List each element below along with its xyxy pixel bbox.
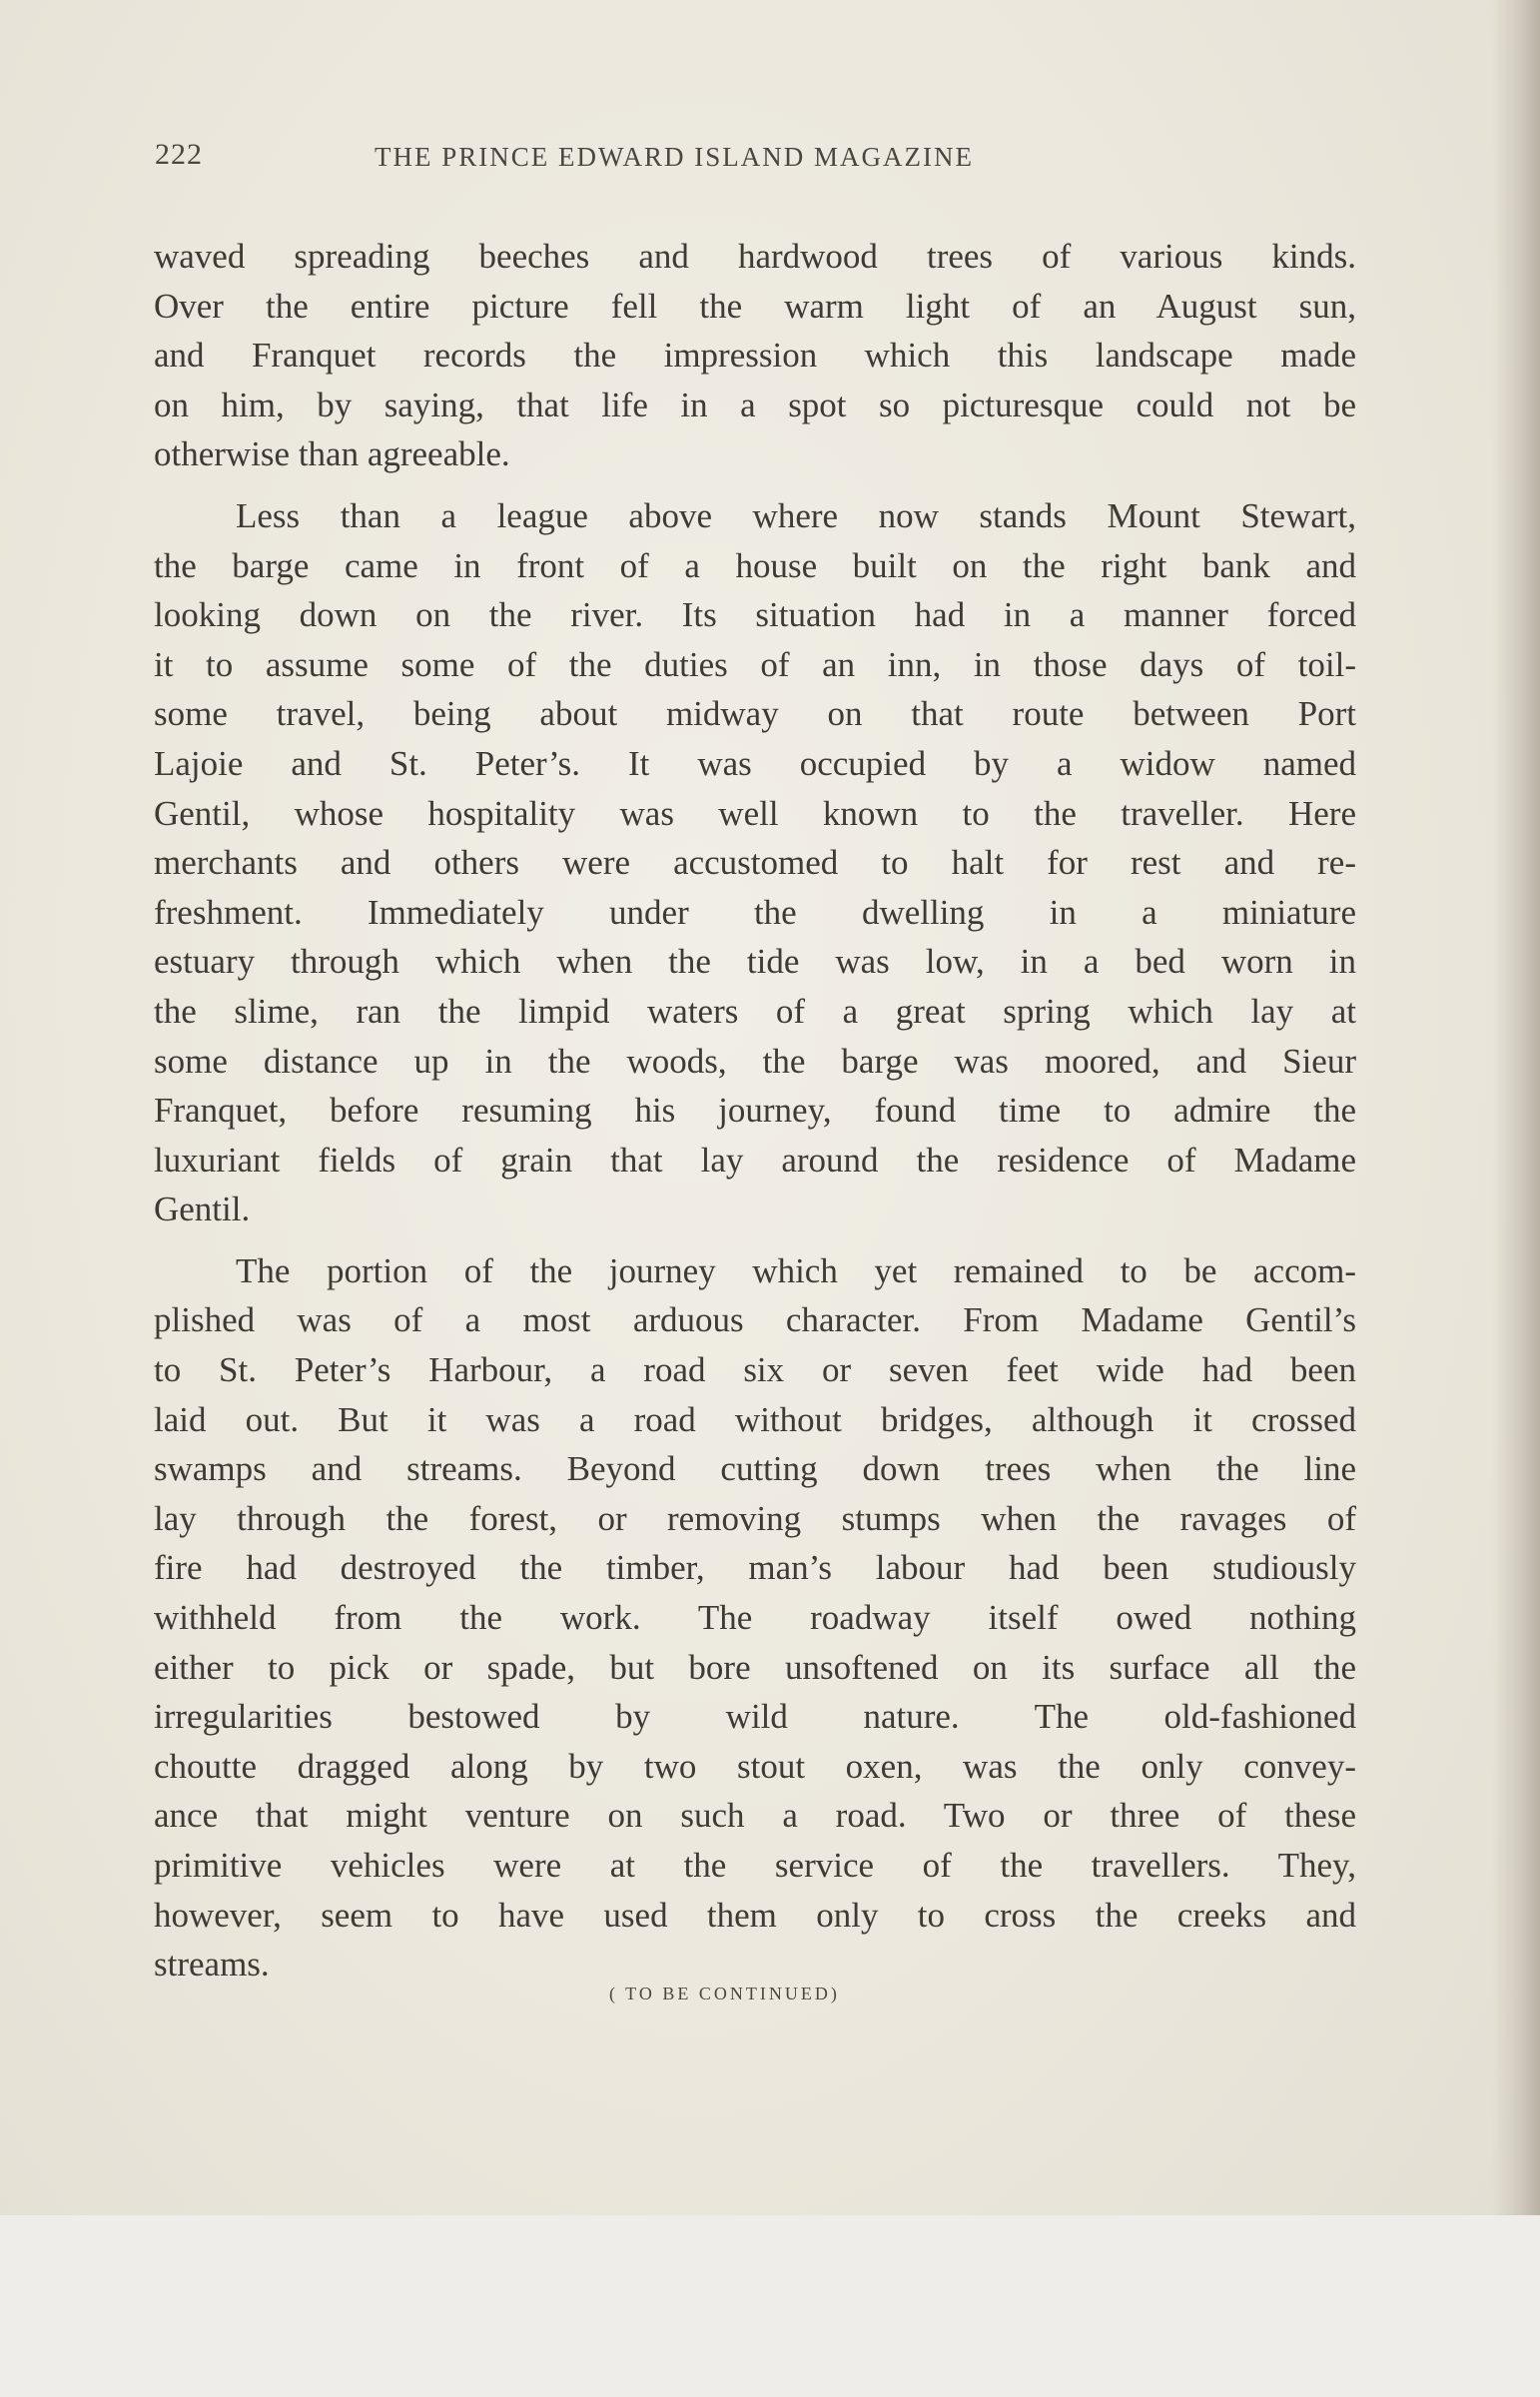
paragraph-2 [154,491,1356,1234]
text-line: estuary through which when the tide was low, in a bed worn in [154,942,1356,982]
running-head: THE PRINCE EDWARD ISLAND MAGAZINE [375,142,974,172]
text-line: irregularities bestowed by wild nature. The old-fashioned [154,1697,1356,1737]
text-line: and Franquet records the impression which this landscape made [154,336,1356,376]
continued-note: ( TO BE CONTINUED) [609,1984,840,2003]
text-line: ance that might venture on such a road. Two or three of these [154,1796,1356,1836]
text-line: Over the entire picture fell the warm light of an August sun, [154,286,1356,326]
text-line: Gentil, whose hospitality was well known to the traveller. Here [154,793,1356,833]
article-body [154,232,1356,2001]
text-line: The portion of the journey which yet remained to be accom- [236,1250,1356,1290]
text-line: looking down on the river. Its situation had in a manner forced [154,595,1356,635]
text-line: it to assume some of the duties of an inn, in those days of toil- [154,644,1356,684]
text-line: otherwise than agreeable. [154,434,510,474]
text-line: Gentil. [154,1190,251,1229]
text-line: choutte dragged along by two stout oxen, was the only convey- [154,1746,1356,1786]
text-line: waved spreading beeches and hardwood trees of various kinds. [154,237,1356,276]
text-line: the slime, ran the limpid waters of a great spring which lay at [154,991,1356,1031]
text-line: withheld from the work. The roadway itself owed nothing [154,1598,1356,1638]
text-line: fire had destroyed the timber, man’s labour had been studiously [154,1548,1356,1588]
text-line: freshment. Immediately under the dwelling in a miniature [154,892,1356,932]
text-line: swamps and streams. Beyond cutting down trees when the line [154,1449,1356,1489]
text-line: however, seem to have used them only to cross the creeks and [154,1895,1356,1935]
text-line: luxuriant fields of grain that lay around the residence of Madame [154,1140,1356,1180]
text-line: streams. [154,1945,270,1985]
text-line: Less than a league above where now stands Mount Stewart, [236,495,1356,535]
text-line: Lajoie and St. Peter’s. It was occupied by a widow named [154,743,1356,783]
scan-bottom-margin [0,2215,1540,2397]
page-edge-shadow [1492,0,1540,2215]
paragraph-1 [154,232,1356,479]
text-line: Franquet, before resuming his journey, found time to admire the [154,1091,1356,1131]
text-line: merchants and others were accustomed to halt for rest and re- [154,843,1356,883]
text-line: to St. Peter’s Harbour, a road six or seven feet wide had been [154,1350,1356,1390]
text-line: either to pick or spade, but bore unsoftened on its surface all the [154,1647,1356,1687]
page-number: 222 [155,138,203,171]
text-line: some distance up in the woods, the barge was moored, and Sieur [154,1041,1356,1081]
text-line: lay through the forest, or removing stumps when the ravages of [154,1498,1356,1538]
text-line: the barge came in front of a house built on the right bank and [154,545,1356,585]
paragraph-3 [154,1246,1356,1990]
text-line: laid out. But it was a road without bridges, although it crossed [154,1399,1356,1439]
text-line: some travel, being about midway on that route between Port [154,694,1356,734]
text-line: on him, by saying, that life in a spot so picturesque could not be [154,385,1356,424]
text-line: plished was of a most arduous character. From Madame Gentil’s [154,1300,1356,1340]
page-header [155,138,1109,188]
text-line: primitive vehicles were at the service of the travellers. They, [154,1846,1356,1885]
